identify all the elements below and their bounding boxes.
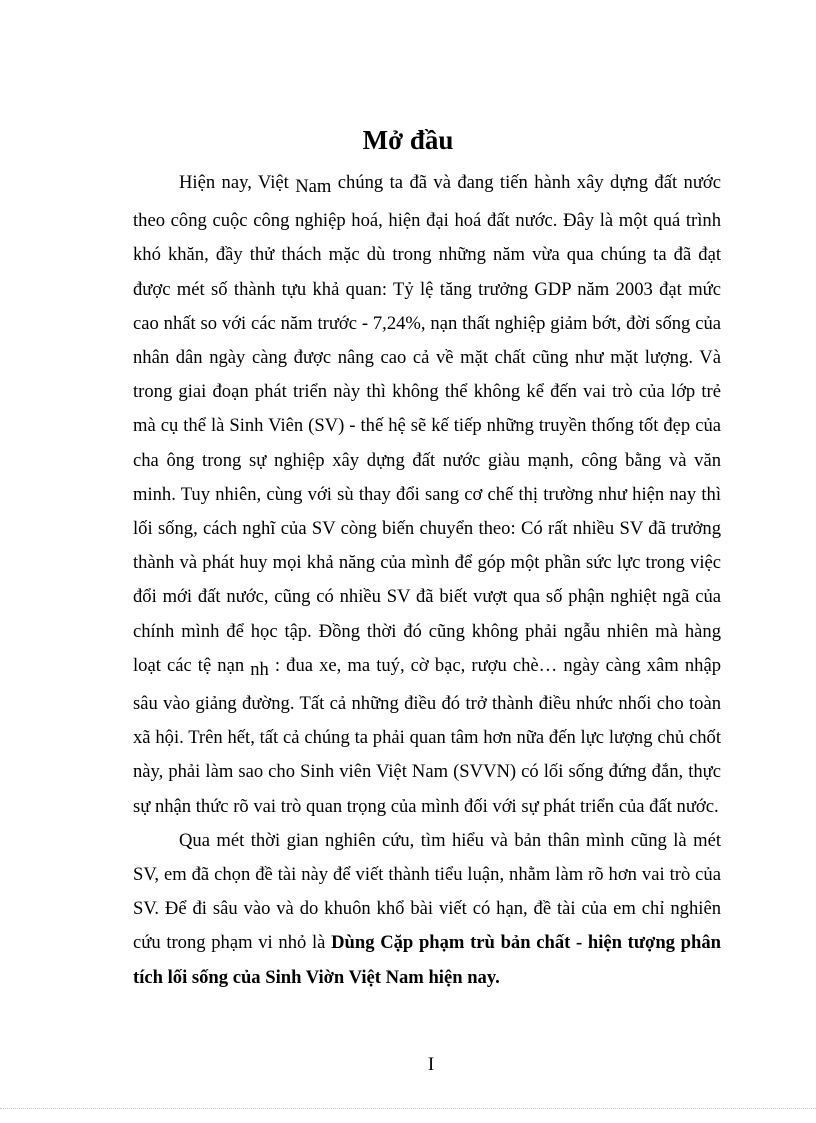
lowered-word-nam: Nam	[295, 176, 332, 197]
topic-title-bold: Dùng Cặp phạm trù bản chất - hiện tượng phân tích lối sống của Sinh Viờn Việt Nam hiện nay.	[133, 932, 721, 988]
paragraph-intro	[133, 166, 721, 824]
paragraph-intro-part-3: : đua xe, ma tuý, cờ bạc, rượu chè… ngày càng xâm nhập sâu vào giảng đường. Tất cả những điều đó trở thành điều nhức nhối cho toàn xã hội. Trên hết, tất cả chúng ta phải quan tâm hơn nữa đến lực lượng chủ chốt này, phải làm sao cho Sinh viên Việt Nam (SVVN) có lối sống đứng đắn, thực sự nhận thức rõ vai trò quan trọng của mình đối với sự phát triển của đất nước.	[133, 654, 722, 817]
paragraph-intro-part-1: Hiện nay, Việt	[179, 172, 296, 193]
document-body	[133, 166, 721, 995]
paragraph-scope	[133, 824, 721, 995]
page-bottom-divider	[0, 1108, 816, 1109]
lowered-word-nh: nh	[250, 658, 269, 680]
page-number: I	[427, 1054, 435, 1075]
paragraph-intro-part-2: chúng ta đã và đang tiến hành xây dựng đất nước theo công cuộc công nghiệp hoá, hiện đại hoá đất nước. Đây là một quá trình khó khăn, đầy thử thách mặc dù trong những năm vừa qua chúng ta đã đạt được mét số thành tựu khả quan: Tỷ lệ tăng trưởng GDP năm 2003 đạt mức cao nhất so với các năm trước - 7,24%, nạn thất nghiệp giảm bớt, đời sống của nhân dân ngày càng được nâng cao cả về mặt chất cũng như mặt lượng. Và trong giai đoạn phát triển này thì không thể không kể đến vai trò của lớp trẻ mà cụ thể là Sinh Viên (SV) - thế hệ sẽ kế tiếp những truyền thống tốt đẹp của cha ông trong sự nghiệp xây dựng đất nước giàu mạnh, công bằng và văn minh. Tuy nhiên, cùng với sù thay đổi sang cơ chế thị trường như hiện nay thì lối sống, cách nghĩ của SV còng biến chuyển theo: Có rất nhiều SV đã trưởng thành và phát huy mọi khả năng của mình để góp một phần sức lực trong việc đổi mới đất nước, cũng có nhiều SV đã biết vượt qua số phận nghiệt ngã của chính mình để học tập. Đồng thời đó cũng không phải ngẫu nhiên mà hàng loạt các tệ nạn	[133, 172, 721, 676]
paragraph-scope-text: Qua mét thời gian nghiên cứu, tìm hiểu và bản thân mình cũng là mét SV, em đã chọn đề tài này để viết thành tiểu luận, nhằm làm rõ hơn vai trò của SV. Để đi sâu vào và do khuôn khổ bài viết có hạn, đề tài của em chỉ nghiên cứu trong phạm vi nhỏ là	[133, 829, 721, 954]
document-title: Mở đầu	[362, 125, 454, 155]
